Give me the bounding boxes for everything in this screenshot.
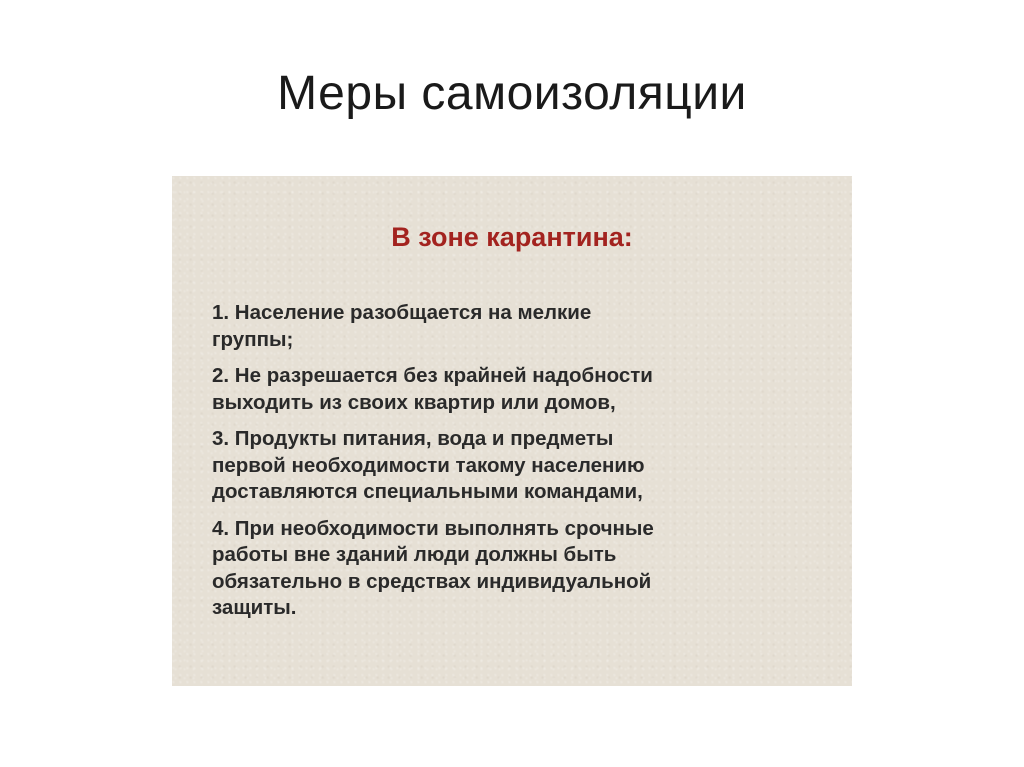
list-item: 3. Продукты питания, вода и предметы первой необходимости такому населению доставляются специальными командами, xyxy=(212,427,645,503)
list-item: 4. При необходимости выполнять срочные работы вне зданий люди должны быть обязательно в средствах индивидуальной защиты. xyxy=(212,516,654,619)
list-item: 1. Население разобщается на мелкие группы; xyxy=(212,301,592,351)
list-item: 2. Не разрешается без крайней надобности выходить из своих квартир или домов, xyxy=(212,364,653,414)
quarantine-content-panel xyxy=(172,176,852,686)
measures-list xyxy=(212,300,832,632)
panel-heading: В зоне карантина: xyxy=(391,222,633,252)
slide-title: Меры самоизоляции xyxy=(277,67,747,120)
